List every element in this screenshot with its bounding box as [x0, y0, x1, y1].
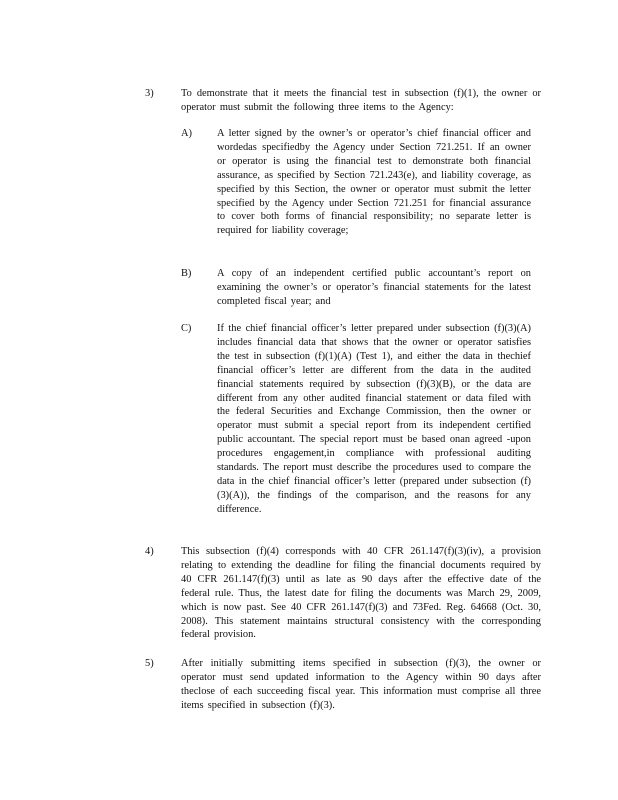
subitem-text: If the chief financial officer’s letter prepared under subsection (f)(3)(A) includes financial data that shows that the owner or operator satisfies the test in subsection (f)(1)(A) (Test 1), and either the data in thechief financial officer’s letter are different from the data in the audited financial statements required by subsection (f)(3)(B), or the data are different from any other audited financial statement or data filed with the federal Securities and Exchange Commission, then the owner or operator must submit a special report from its independent certified public accountant. The special report must be based onan agreed -upon procedures engagement,in compliance with professional auditing standards. The report must describe the procedures used to compare the data in the chief financial officer’s letter (prepared under subsection (f)(3)(A)), the findings of the comparison, and the reasons for any difference.: [217, 323, 531, 515]
item-text: To demonstrate that it meets the financial test in subsection (f)(1), the owner or operator must submit the following three items to the Agency:: [181, 88, 541, 113]
item-text: After initially submitting items specified in subsection (f)(3), the owner or operator must send updated information to the Agency within 90 days after theclose of each succeeding fiscal year. This information must comprise all three items specified in subsection (f)(3).: [181, 658, 541, 711]
item-text: This subsection (f)(4) corresponds with 40 CFR 261.147(f)(3)(iv), a provision relating to extending the deadline for filing the financial documents required by 40 CFR 261.147(f)(3) until as late as 90 days after the effective date of the federal rule. Thus, the latest date for filing the documents was March 29, 2009, which is now past. See 40 CFR 261.147(f)(3) and 73Fed. Reg. 64668 (Oct. 30, 2008). This statement maintains structural consistency with the corresponding federal provision.: [181, 546, 541, 641]
item-number: 5): [145, 658, 154, 669]
subitem-text: A letter signed by the owner’s or operator’s chief financial officer and wordedas specifiedby the Agency under Section 721.251. If an owner or operator is using the financial test to demonstrate both financial assurance, as specified by Section 721.243(e), and liability coverage, as specified by this Section, the owner or operator must submit the letter specified by the Agency under Section 721.251 for financial assurance to cover both forms of financial responsibility; no separate letter is required for liability coverage;: [217, 128, 531, 237]
subitem-letter: A): [181, 128, 192, 139]
item-number: 4): [145, 546, 154, 557]
item-number: 3): [145, 88, 154, 99]
subitem-letter: B): [181, 268, 192, 279]
subitem-letter: C): [181, 323, 192, 334]
subitem-text: A copy of an independent certified public accountant’s report on examining the owner’s or operator’s financial statements for the latest completed fiscal year; and: [217, 268, 531, 307]
